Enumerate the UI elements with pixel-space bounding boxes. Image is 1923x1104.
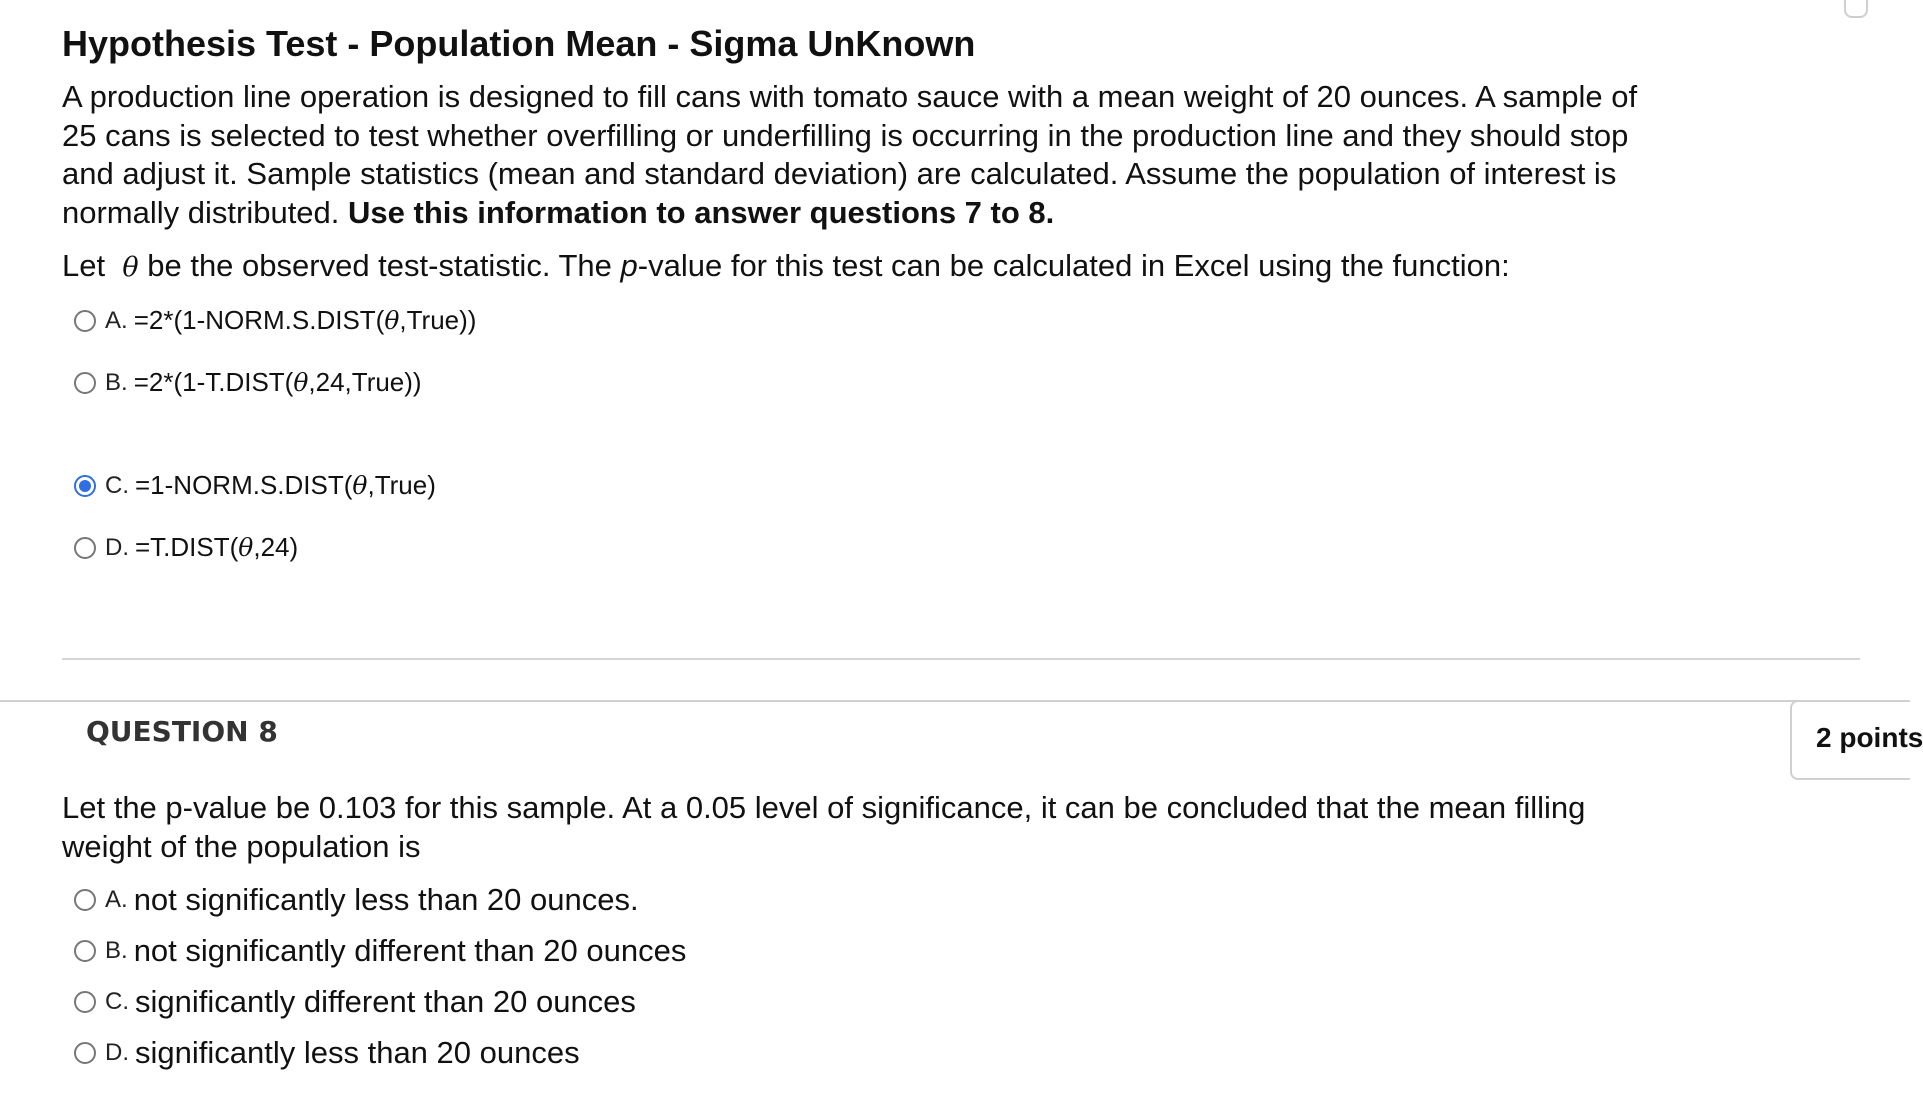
question-8-stem: Let the p-value be 0.103 for this sample. At a 0.05 level of significance, it can be concluded that the mean filling weight of the population is <box>62 790 1586 864</box>
choice-text: significantly different than 20 ounces <box>135 984 636 1019</box>
card-corner <box>1844 0 1868 18</box>
q8-choice-c[interactable] <box>74 984 636 1020</box>
intro-bold-text: Use this information to answer questions 7 to 8. <box>348 194 1055 230</box>
choice-text: not significantly less than 20 ounces. <box>133 882 639 917</box>
radio-button[interactable] <box>74 889 96 911</box>
q7-choice-b[interactable] <box>74 367 422 398</box>
q7-choice-d[interactable] <box>74 532 298 563</box>
choice-text: =2*(1-T.DIST(θ,24,True)) <box>133 367 422 397</box>
choice-letter: C. <box>105 988 129 1015</box>
radio-button-selected[interactable] <box>74 475 96 497</box>
q7-choice-c[interactable] <box>74 470 436 501</box>
q8-choice-b[interactable] <box>74 933 686 969</box>
q8-choice-d[interactable] <box>74 1035 580 1071</box>
choice-text: not significantly different than 20 ounces <box>133 933 687 968</box>
q7-choice-a[interactable] <box>74 305 476 336</box>
choice-text: =T.DIST(θ,24) <box>135 532 299 562</box>
radio-button[interactable] <box>74 310 96 332</box>
stem-theta: θ <box>122 252 139 283</box>
choice-text: significantly less than 20 ounces <box>135 1035 580 1070</box>
question-divider <box>62 658 1860 660</box>
choice-letter: A. <box>105 886 128 913</box>
choice-letter: B. <box>105 937 128 964</box>
choice-text: =1-NORM.S.DIST(θ,True) <box>135 470 436 500</box>
choice-letter: A. <box>105 306 128 334</box>
stem-mid: be the observed test-statistic. The <box>147 248 612 283</box>
radio-button[interactable] <box>74 1042 96 1064</box>
choice-letter: C. <box>105 471 129 499</box>
question-7-stem <box>62 246 1662 288</box>
choice-letter: D. <box>105 533 129 561</box>
q8-choice-a[interactable] <box>74 882 639 918</box>
question-7-intro <box>62 78 1672 232</box>
intro-text: A production line operation is designed to fill cans with tomato sauce with a mean weight of 20 ounces. A sample of 25 cans is selected to test whether overfilling or underfilling is occurring in the production line and they should stop and adjust it. Sample statistics (mean and standard deviation) are calculated. Assume the population of interest is normally distributed. <box>62 79 1638 230</box>
radio-button[interactable] <box>74 991 96 1013</box>
choice-letter: D. <box>105 1039 129 1066</box>
radio-button[interactable] <box>74 372 96 394</box>
stem-tail: -value for this test can be calculated in Excel using the function: <box>637 248 1510 283</box>
choice-letter: B. <box>105 368 128 396</box>
radio-button[interactable] <box>74 940 96 962</box>
question-7-title: Hypothesis Test - Population Mean - Sigma UnKnown <box>62 23 976 64</box>
points-text: 2 points <box>1816 722 1923 753</box>
question-8-label: QUESTION 8 <box>86 715 278 748</box>
question-8-header-border <box>0 700 1860 702</box>
stem-p: p <box>620 248 638 283</box>
choice-text: =2*(1-NORM.S.DIST(θ,True)) <box>133 305 477 335</box>
stem-let: Let <box>62 248 106 283</box>
radio-button[interactable] <box>74 537 96 559</box>
question-7 <box>62 20 1662 288</box>
points-badge <box>1790 700 1923 780</box>
